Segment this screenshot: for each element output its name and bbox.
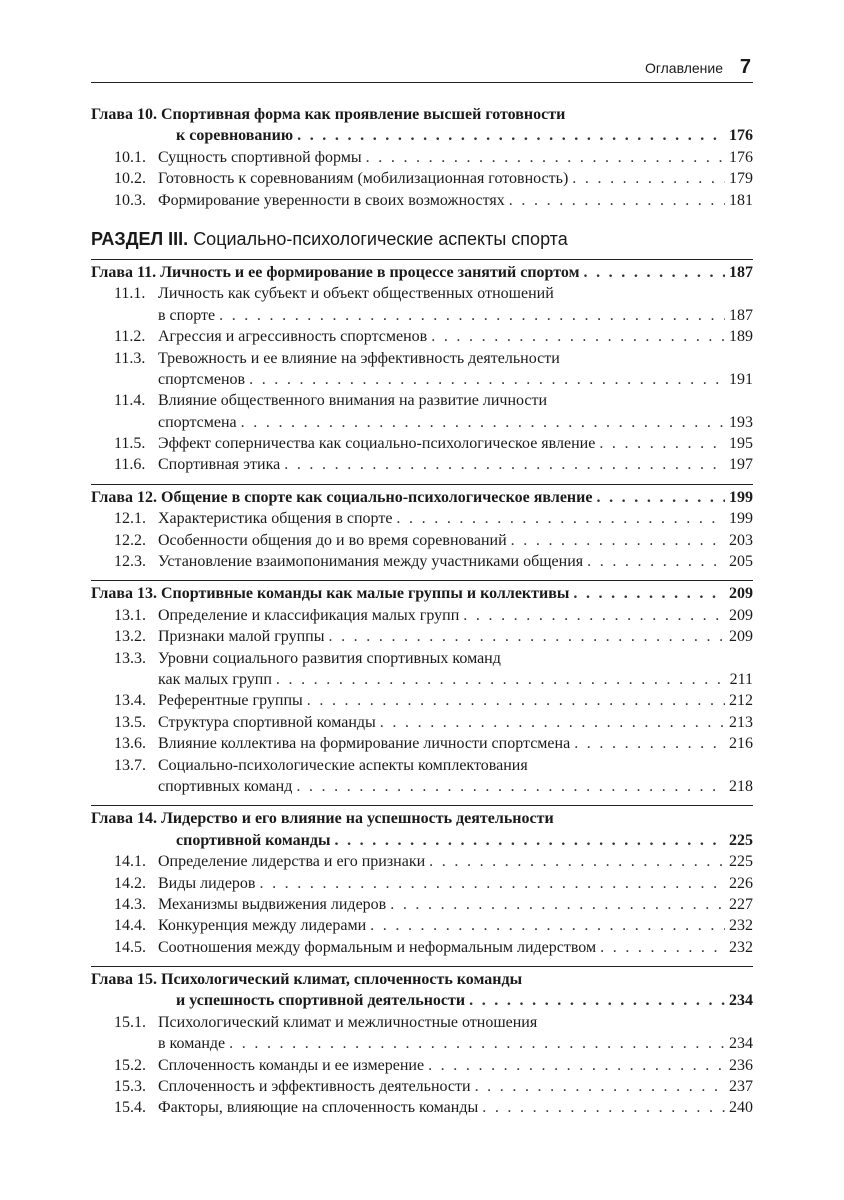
dot-leader (297, 125, 725, 146)
toc-item[interactable]: 11.5. Эффект соперничества как социально-психологическое явление . . . 195 (91, 433, 753, 454)
page-ref: 176 (729, 127, 753, 145)
page-number: 7 (739, 56, 751, 78)
toc-item[interactable]: 15.4. Факторы, влияющие на сплоченность команды . . . 240 (91, 1097, 753, 1118)
chapter-divider (91, 580, 753, 581)
toc-item[interactable]: 13.1. Определение и классификация малых групп . . . 209 (91, 605, 753, 626)
toc-item-continuation[interactable]: как малых групп . . . 211 (91, 669, 753, 690)
toc-item[interactable]: 10.3. Формирование уверенности в своих возможностях . . . 181 (91, 190, 753, 211)
toc-item-continuation[interactable]: спортивных команд . . . 218 (91, 776, 753, 797)
chapter-15-title[interactable]: Глава 15. Психологический климат, сплоченность команды (91, 971, 523, 989)
toc-item[interactable]: 14.2. Виды лидеров . . . 226 (91, 873, 753, 894)
toc-item-continuation[interactable]: спортсменов . . . 191 (91, 369, 753, 390)
chapter-10-title[interactable]: Глава 10. Спортивная форма как проявление высшей готовности (91, 106, 566, 123)
toc-item[interactable]: 15.2. Сплоченность команды и ее измерение . . . 236 (91, 1055, 753, 1076)
toc-item[interactable]: 13.6. Влияние коллектива на формирование личности спортсмена . . . 216 (91, 733, 753, 754)
chapter-divider (91, 484, 753, 485)
chapter-12-entry[interactable]: Глава 12. Общение в спорте как социально-психологическое явление . . . 199 (91, 487, 753, 508)
toc-item[interactable]: 14.3. Механизмы выдвижения лидеров . . . 227 (91, 894, 753, 915)
section-label: РАЗДЕЛ III. (91, 228, 189, 249)
chapter-11-entry[interactable]: Глава 11. Личность и ее формирование в процессе занятий спортом . . . 187 (91, 262, 753, 283)
chapter-10-entry[interactable]: к соревнованию . . . 176 (91, 125, 753, 146)
section-title: Социально-психологические аспекты спорта (193, 228, 568, 249)
toc-item[interactable]: 13.5. Структура спортивной команды . . . 213 (91, 712, 753, 733)
toc-item[interactable]: 13.4. Референтные группы . . . 212 (91, 690, 753, 711)
toc-item-continuation[interactable]: в команде . . . 234 (91, 1033, 753, 1054)
toc-item[interactable]: 12.1. Характеристика общения в спорте . . . 199 (91, 508, 753, 529)
toc-item[interactable]: 10.1. Сущность спортивной формы . . . 176 (91, 147, 753, 168)
toc-item[interactable]: 11.4. Влияние общественного внимания на развитие личности (114, 392, 548, 410)
toc-item[interactable]: 13.2. Признаки малой группы . . . 209 (91, 626, 753, 647)
section-heading (91, 227, 753, 251)
toc-item[interactable]: 12.3. Установление взаимопонимания между участниками общения . . . 205 (91, 551, 753, 572)
toc-item[interactable]: 14.5. Соотношения между формальным и неформальным лидерством . . . 232 (91, 937, 753, 958)
toc-item[interactable]: 15.1. Психологический климат и межличностные отношения (114, 1013, 538, 1031)
toc-item[interactable]: 11.1. Личность как субъект и объект общественных отношений (114, 285, 554, 303)
toc-item[interactable]: 12.2. Особенности общения до и во время соревнований . . . 203 (91, 530, 753, 551)
toc-item[interactable]: 14.4. Конкуренция между лидерами . . . 232 (91, 915, 753, 936)
section-divider (91, 259, 753, 260)
toc-item[interactable]: 11.2. Агрессия и агрессивность спортсменов . . . 189 (91, 326, 753, 347)
chapter-15-entry[interactable]: и успешность спортивной деятельности . . . 234 (91, 990, 753, 1011)
toc-item[interactable]: 10.2. Готовность к соревнованиям (мобилизационная готовность) . . . 179 (91, 168, 753, 189)
toc-item[interactable]: 13.3. Уровни социального развития спортивных команд (114, 649, 501, 667)
chapter-divider (91, 966, 753, 967)
chapter-14-entry[interactable]: спортивной команды . . . 225 (91, 830, 753, 851)
toc-item[interactable]: 13.7. Социально-психологические аспекты комплектования (114, 756, 528, 774)
chapter-divider (91, 805, 753, 806)
chapter-14-title[interactable]: Глава 14. Лидерство и его влияние на успешность деятельности (91, 810, 554, 828)
running-head (91, 56, 753, 83)
toc-item-continuation[interactable]: в спорте . . . 187 (91, 305, 753, 326)
toc-item[interactable]: 11.3. Тревожность и ее влияние на эффективность деятельности (114, 349, 560, 367)
table-of-contents (91, 104, 753, 1119)
toc-item[interactable]: 15.3. Сплоченность и эффективность деятельности . . . 237 (91, 1076, 753, 1097)
running-head-title: Оглавление (644, 60, 723, 76)
toc-item[interactable]: 14.1. Определение лидерства и его признаки . . . 225 (91, 851, 753, 872)
toc-item-continuation[interactable]: спортсмена . . . 193 (91, 412, 753, 433)
chapter-13-entry[interactable]: Глава 13. Спортивные команды как малые группы и коллективы . . . 209 (91, 583, 753, 604)
toc-item[interactable]: 11.6. Спортивная этика . . . 197 (91, 454, 753, 475)
